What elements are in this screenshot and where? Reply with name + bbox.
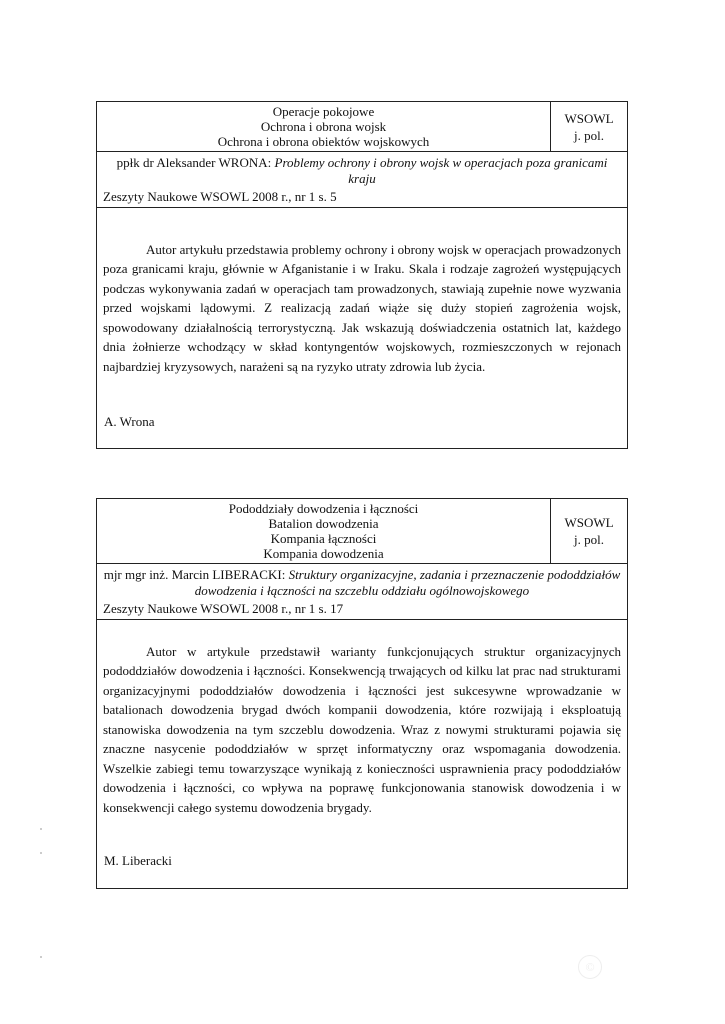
- institution-code: WSOWL: [564, 515, 614, 530]
- journal-reference: Zeszyty Naukowe WSOWL 2008 r., nr 1 s. 17: [103, 601, 344, 616]
- keyword: Ochrona i obrona wojsk: [260, 119, 387, 134]
- scan-artifact: [40, 852, 42, 854]
- card-header: [97, 102, 627, 152]
- keyword: Pododdziały dowodzenia i łączności: [228, 501, 419, 516]
- author-name: ppłk dr Aleksander WRONA:: [116, 155, 275, 170]
- abstract-text: Autor w artykule przedstawił warianty funkcjonujących struktur organizacyjnych pododdziałów dowodzenia i łączności. Konsekwencją trwających od kilku lat prac nad strukturami organizacyjnymi pododdziałów dowodzenia i łączności jest sukcesywne wprowadzanie w batalionach dowodzenia brygad dwóch kompanii dowodzenia, które rozwijają i eksploatują stanowiska dowodzenia na tym szczeblu dowodzenia. Wraz z nowymi strukturami pojawia się znaczne nasycenie pododdziałów w sprzęt informatyczny oraz wspomagania dowodzenia. Wszelkie zabiegi temu towarzyszące wynikają z konieczności usprawnienia pracy pododdziałów dowodzenia i łączności, co wpływa na poprawę funkcjonowania stanowisk dowodzenia i w konsekwencji całego systemu dowodzenia brygady.: [103, 643, 621, 815]
- keyword: Operacje pokojowe: [272, 104, 375, 119]
- watermark-icon: ©: [578, 955, 602, 979]
- journal-reference: Zeszyty Naukowe WSOWL 2008 r., nr 1 s. 5: [103, 189, 337, 204]
- keyword: Kompania dowodzenia: [263, 546, 384, 561]
- language-code: j. pol.: [574, 127, 604, 143]
- abstract-card: [96, 101, 628, 449]
- code-cell: [551, 102, 627, 151]
- code-cell: [551, 499, 627, 563]
- reference-block: [97, 564, 627, 620]
- signature: M. Liberacki: [104, 853, 172, 868]
- reference-block: [97, 152, 627, 208]
- scan-artifact: [40, 956, 42, 958]
- keywords-cell: [97, 499, 551, 563]
- signature: A. Wrona: [104, 414, 155, 429]
- language-code: j. pol.: [574, 532, 604, 547]
- keyword: Batalion dowodzenia: [268, 516, 379, 531]
- author-name: mjr mgr inż. Marcin LIBERACKI:: [103, 567, 289, 582]
- article-title: Struktury organizacyjne, zadania i przeznaczenie pododdziałów dowodzenia i łączności na szczeblu oddziału ogólnowojskowego: [194, 567, 621, 598]
- author-title-line: [103, 567, 621, 598]
- keyword: Ochrona i obrona obiektów wojskowych: [217, 134, 430, 149]
- article-title: Problemy ochrony i obrony wojsk w operacjach poza granicami kraju: [274, 155, 608, 186]
- institution-code: WSOWL: [564, 110, 614, 126]
- abstract-card: [96, 498, 628, 889]
- author-title-line: [103, 155, 621, 186]
- card-header: [97, 499, 627, 564]
- scan-artifact: [40, 828, 42, 830]
- keywords-cell: [97, 102, 551, 151]
- keyword: Kompania łączności: [270, 531, 377, 546]
- abstract-text: Autor artykułu przedstawia problemy ochrony i obrony wojsk w operacjach prowadzonych poza granicami kraju, głównie w Afganistanie i w Iraku. Skala i rodzaje zagrożeń występujących podczas wykonywania zadań w operacjach tam prowadzonych, stawiają zupełnie nowe wyzwania przed wojskami lądowymi. Z realizacją zadań wiąże się duży stopień zagrożenia wojsk, spowodowany działalnością terrorystyczną. Jak wskazują doświadczenia ostatnich lat, każdego dnia żołnierze wchodzący w skład kontyngentów wojskowych, rozmieszczonych w rejonach najbardziej kryzysowych, narażeni są na ryzyko utraty zdrowia lub życia.: [103, 241, 621, 374]
